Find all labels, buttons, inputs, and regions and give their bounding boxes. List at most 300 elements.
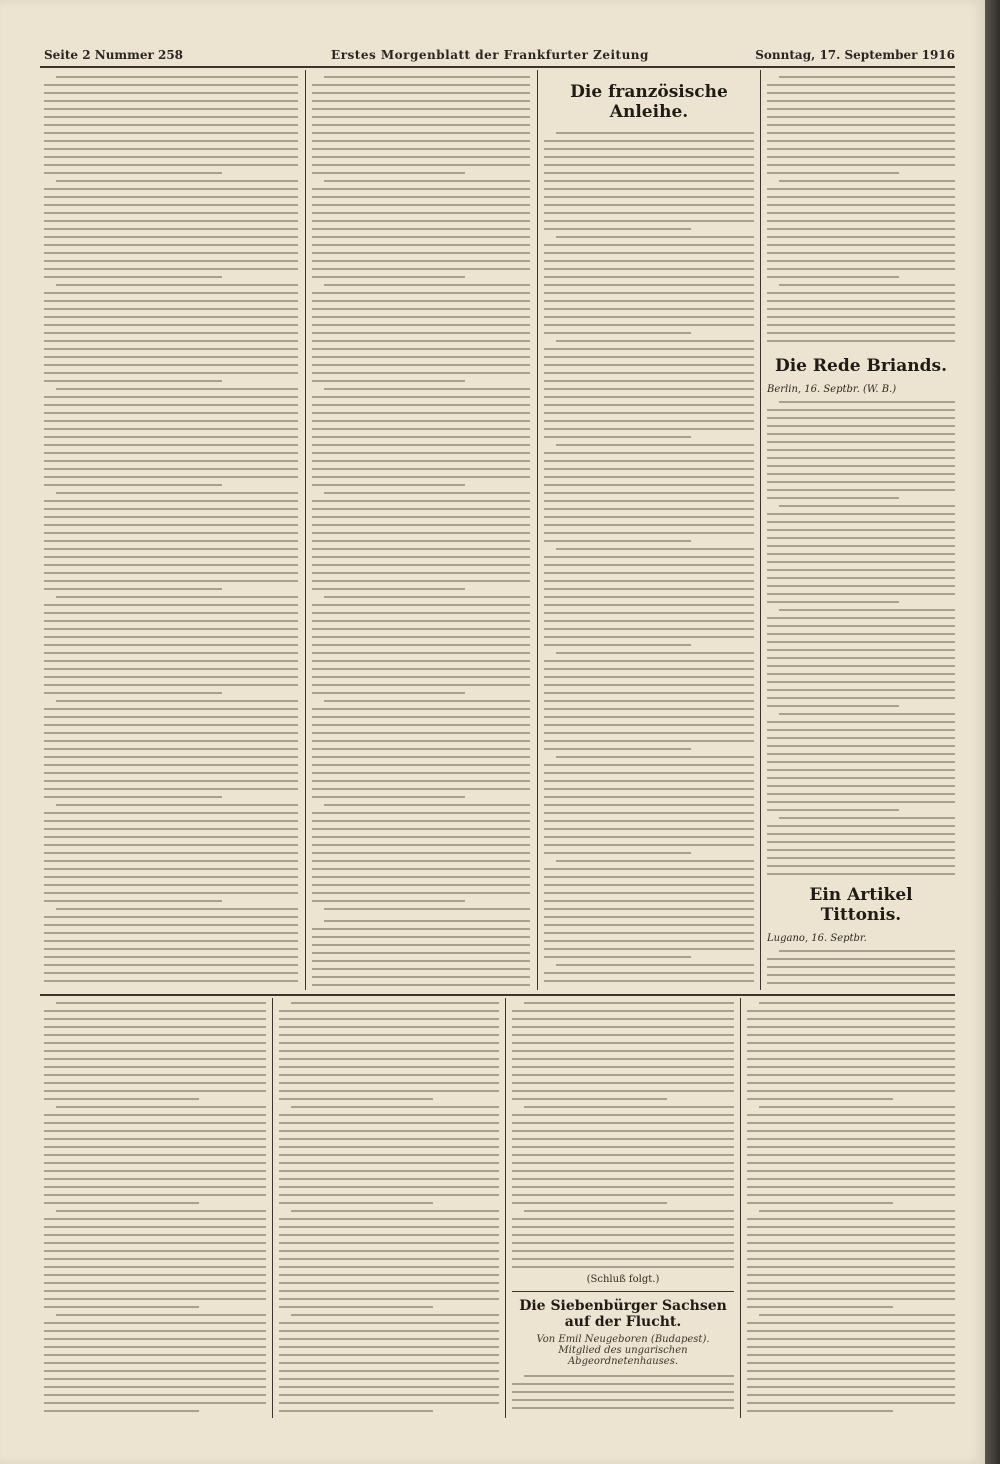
text-line — [312, 772, 530, 774]
text-line — [44, 956, 298, 958]
text-block — [747, 1002, 955, 1412]
text-line — [779, 713, 955, 715]
text-line — [44, 1266, 266, 1268]
text-line — [44, 548, 298, 550]
text-block — [512, 1002, 734, 1268]
article-title: Ein Artikel Tittonis. — [809, 885, 913, 925]
text-line — [544, 692, 754, 694]
text-line — [56, 492, 298, 494]
text-line — [279, 1202, 433, 1204]
text-line — [279, 1178, 499, 1180]
text-line — [767, 665, 955, 667]
text-line — [747, 1250, 955, 1252]
text-line — [747, 1402, 955, 1404]
text-line — [747, 1386, 955, 1388]
text-line — [312, 852, 530, 854]
text-line — [767, 132, 955, 134]
text-line — [312, 892, 530, 894]
text-line — [44, 1226, 266, 1228]
text-line — [544, 780, 754, 782]
text-line — [767, 236, 955, 238]
text-line — [512, 1178, 734, 1180]
text-line — [544, 940, 754, 942]
text-line — [44, 524, 298, 526]
text-line — [767, 108, 955, 110]
text-line — [44, 572, 298, 574]
text-line — [44, 676, 298, 678]
text-line — [312, 732, 530, 734]
text-line — [312, 540, 530, 542]
text-line — [44, 476, 298, 478]
text-line — [56, 1210, 266, 1212]
text-line — [44, 1018, 266, 1020]
text-line — [767, 473, 955, 475]
text-line — [44, 124, 298, 126]
text-line — [312, 468, 530, 470]
text-line — [767, 324, 955, 326]
text-line — [44, 252, 298, 254]
text-line — [544, 748, 691, 750]
text-line — [544, 708, 754, 710]
text-line — [544, 836, 754, 838]
text-line — [312, 92, 530, 94]
text-line — [512, 1391, 734, 1393]
text-line — [44, 212, 298, 214]
text-line — [767, 124, 955, 126]
text-line — [767, 841, 955, 843]
text-line — [312, 836, 530, 838]
text-line — [44, 1322, 266, 1324]
text-line — [512, 1034, 734, 1036]
text-line — [312, 928, 530, 930]
text-line — [44, 364, 298, 366]
text-line — [544, 572, 754, 574]
text-line — [312, 372, 530, 374]
text-line — [767, 865, 955, 867]
text-line — [747, 1362, 955, 1364]
text-line — [512, 1266, 734, 1268]
text-line — [44, 340, 298, 342]
text-line — [544, 628, 754, 630]
text-line — [767, 140, 955, 142]
text-line — [324, 492, 530, 494]
text-line — [44, 1162, 266, 1164]
text-line — [767, 705, 899, 707]
text-line — [544, 436, 691, 438]
text-line — [279, 1306, 433, 1308]
text-line — [312, 268, 530, 270]
text-line — [544, 812, 754, 814]
text-line — [767, 825, 955, 827]
text-line — [44, 612, 298, 614]
text-line — [44, 796, 222, 798]
text-line — [279, 1082, 499, 1084]
text-line — [44, 428, 298, 430]
article-title: Die französische Anleihe. — [570, 82, 728, 122]
text-line — [56, 76, 298, 78]
text-line — [747, 1202, 893, 1204]
text-line — [512, 1066, 734, 1068]
text-line — [312, 756, 530, 758]
text-line — [767, 188, 955, 190]
text-line — [779, 505, 955, 507]
text-line — [512, 1194, 734, 1196]
text-line — [544, 316, 754, 318]
text-line — [279, 1138, 499, 1140]
text-line — [767, 545, 955, 547]
text-line — [44, 964, 298, 966]
text-line — [44, 1034, 266, 1036]
text-line — [324, 284, 530, 286]
text-line — [44, 1298, 266, 1300]
text-line — [44, 844, 298, 846]
text-line — [544, 420, 754, 422]
text-line — [44, 932, 298, 934]
text-line — [312, 968, 530, 970]
text-line — [56, 1106, 266, 1108]
text-line — [767, 873, 955, 875]
text-line — [747, 1346, 955, 1348]
text-line — [544, 500, 754, 502]
text-line — [44, 764, 298, 766]
text-line — [556, 756, 754, 758]
text-line — [279, 1034, 499, 1036]
text-line — [44, 1026, 266, 1028]
text-line — [767, 721, 955, 723]
byline: Von Emil Neugeboren (Budapest). — [536, 1334, 710, 1345]
text-line — [312, 380, 465, 382]
text-line — [312, 612, 530, 614]
text-line — [544, 556, 754, 558]
text-line — [312, 356, 530, 358]
text-line — [556, 132, 754, 134]
text-block — [544, 132, 754, 986]
text-line — [56, 284, 298, 286]
text-line — [56, 1002, 266, 1004]
text-line — [524, 1106, 734, 1108]
text-line — [44, 668, 298, 670]
text-line — [767, 212, 955, 214]
text-line — [767, 308, 955, 310]
text-line — [44, 84, 298, 86]
text-line — [767, 649, 955, 651]
text-line — [747, 1186, 955, 1188]
text-line — [747, 1066, 955, 1068]
text-line — [512, 1122, 734, 1124]
text-line — [544, 156, 754, 158]
column-3 — [544, 76, 754, 986]
text-line — [747, 1258, 955, 1260]
text-line — [767, 585, 955, 587]
text-line — [544, 716, 754, 718]
column-4 — [767, 76, 955, 986]
text-line — [312, 740, 530, 742]
text-block — [312, 76, 530, 910]
text-line — [44, 1114, 266, 1116]
text-line — [544, 476, 754, 478]
text-line — [767, 276, 899, 278]
text-line — [44, 1242, 266, 1244]
text-line — [324, 596, 530, 598]
text-line — [44, 924, 298, 926]
text-line — [747, 1370, 955, 1372]
text-line — [312, 900, 465, 902]
text-line — [44, 236, 298, 238]
text-line — [44, 980, 298, 982]
text-block — [512, 1375, 734, 1412]
text-line — [44, 1074, 266, 1076]
text-line — [312, 396, 530, 398]
text-line — [44, 292, 298, 294]
text-line — [759, 1210, 955, 1212]
text-line — [312, 460, 530, 462]
text-line — [512, 1407, 734, 1409]
text-line — [767, 625, 955, 627]
feuilleton-column-1 — [44, 1002, 266, 1412]
text-line — [44, 332, 298, 334]
text-line — [44, 268, 298, 270]
text-line — [747, 1178, 955, 1180]
text-line — [44, 580, 298, 582]
text-line — [279, 1362, 499, 1364]
text-line — [44, 1058, 266, 1060]
text-line — [544, 924, 754, 926]
text-line — [312, 716, 530, 718]
text-line — [544, 492, 754, 494]
text-line — [544, 268, 754, 270]
continuation-note: (Schluß folgt.) — [586, 1274, 660, 1285]
text-line — [747, 1226, 955, 1228]
text-line — [767, 513, 955, 515]
text-line — [44, 1290, 266, 1292]
text-line — [544, 324, 754, 326]
text-line — [747, 1298, 955, 1300]
text-line — [324, 804, 530, 806]
text-line — [44, 532, 298, 534]
text-line — [44, 356, 298, 358]
text-line — [544, 284, 754, 286]
text-line — [524, 1002, 734, 1004]
text-line — [544, 276, 754, 278]
text-line — [56, 596, 298, 598]
text-line — [44, 948, 298, 950]
text-line — [544, 140, 754, 142]
text-line — [312, 316, 530, 318]
text-line — [44, 740, 298, 742]
text-line — [747, 1266, 955, 1268]
text-line — [279, 1290, 499, 1292]
text-line — [767, 745, 955, 747]
text-line — [279, 1098, 433, 1100]
text-line — [44, 1354, 266, 1356]
text-line — [44, 1218, 266, 1220]
text-line — [279, 1154, 499, 1156]
text-line — [279, 1346, 499, 1348]
text-line — [44, 1274, 266, 1276]
text-line — [279, 1410, 433, 1412]
text-line — [512, 1170, 734, 1172]
text-line — [44, 508, 298, 510]
text-line — [279, 1378, 499, 1380]
text-line — [312, 132, 530, 134]
text-line — [767, 801, 955, 803]
text-line — [544, 852, 691, 854]
text-line — [767, 561, 955, 563]
text-line — [44, 748, 298, 750]
text-line — [767, 729, 955, 731]
text-line — [312, 404, 530, 406]
text-line — [512, 1058, 734, 1060]
text-line — [291, 1002, 499, 1004]
text-line — [544, 612, 754, 614]
text-line — [312, 292, 530, 294]
text-line — [767, 497, 899, 499]
text-line — [544, 932, 754, 934]
text-line — [44, 228, 298, 230]
text-line — [312, 164, 530, 166]
text-line — [44, 876, 298, 878]
text-line — [44, 628, 298, 630]
text-line — [512, 1186, 734, 1188]
text-line — [544, 580, 754, 582]
text-line — [747, 1074, 955, 1076]
text-line — [44, 1330, 266, 1332]
text-line — [767, 657, 955, 659]
text-line — [44, 1202, 199, 1204]
text-line — [512, 1250, 734, 1252]
text-line — [312, 868, 530, 870]
text-line — [767, 196, 955, 198]
text-line — [44, 372, 298, 374]
text-line — [44, 828, 298, 830]
text-line — [767, 833, 955, 835]
text-line — [767, 857, 955, 859]
text-line — [556, 236, 754, 238]
text-line — [747, 1034, 955, 1036]
text-line — [279, 1298, 499, 1300]
text-line — [544, 908, 754, 910]
text-line — [44, 1258, 266, 1260]
text-line — [44, 724, 298, 726]
text-line — [767, 481, 955, 483]
feuilleton-column-3 — [512, 1002, 734, 1412]
text-line — [312, 860, 530, 862]
text-line — [44, 540, 298, 542]
text-line — [324, 920, 530, 922]
text-line — [44, 564, 298, 566]
text-line — [544, 308, 754, 310]
text-line — [44, 220, 298, 222]
text-line — [767, 332, 955, 334]
text-line — [767, 340, 955, 342]
text-line — [312, 692, 465, 694]
text-line — [747, 1162, 955, 1164]
text-line — [544, 388, 754, 390]
text-line — [279, 1122, 499, 1124]
text-line — [312, 140, 530, 142]
column-2 — [312, 76, 530, 986]
text-line — [544, 956, 691, 958]
header-rule — [40, 66, 955, 68]
text-line — [767, 593, 955, 595]
feuilleton-column-4 — [747, 1002, 955, 1412]
text-line — [44, 260, 298, 262]
text-line — [544, 684, 754, 686]
text-line — [44, 196, 298, 198]
text-line — [544, 300, 754, 302]
text-line — [556, 652, 754, 654]
text-line — [312, 412, 530, 414]
text-line — [747, 1322, 955, 1324]
text-line — [44, 468, 298, 470]
text-line — [312, 652, 530, 654]
text-line — [512, 1399, 734, 1401]
text-line — [747, 1130, 955, 1132]
text-line — [279, 1282, 499, 1284]
text-line — [767, 793, 955, 795]
dateline: Lugano, 16. Septbr. — [767, 933, 867, 944]
text-line — [44, 940, 298, 942]
text-line — [767, 785, 955, 787]
text-line — [767, 761, 955, 763]
text-line — [544, 396, 754, 398]
text-line — [544, 828, 754, 830]
text-line — [544, 980, 754, 982]
text-line — [544, 356, 754, 358]
text-line — [544, 844, 754, 846]
text-line — [44, 884, 298, 886]
text-line — [312, 708, 530, 710]
text-line — [44, 644, 298, 646]
text-line — [56, 700, 298, 702]
text-line — [312, 788, 530, 790]
text-line — [44, 1378, 266, 1380]
text-line — [44, 244, 298, 246]
text-line — [779, 180, 955, 182]
text-line — [279, 1194, 499, 1196]
text-line — [44, 140, 298, 142]
text-line — [312, 508, 530, 510]
text-line — [747, 1338, 955, 1340]
text-line — [512, 1114, 734, 1116]
text-line — [312, 884, 530, 886]
text-line — [767, 966, 955, 968]
text-line — [44, 452, 298, 454]
text-line — [44, 1402, 266, 1404]
text-line — [312, 436, 530, 438]
text-line — [556, 964, 754, 966]
text-line — [44, 1394, 266, 1396]
text-line — [312, 220, 530, 222]
text-line — [312, 116, 530, 118]
text-line — [544, 380, 754, 382]
text-line — [767, 148, 955, 150]
text-line — [512, 1258, 734, 1260]
text-line — [44, 860, 298, 862]
text-line — [279, 1354, 499, 1356]
text-line — [767, 164, 955, 166]
text-line — [44, 732, 298, 734]
text-line — [291, 1314, 499, 1316]
text-line — [747, 1394, 955, 1396]
text-line — [312, 196, 530, 198]
text-line — [44, 1410, 199, 1412]
text-line — [544, 540, 691, 542]
text-line — [767, 417, 955, 419]
text-line — [556, 340, 754, 342]
text-line — [44, 436, 298, 438]
text-line — [312, 252, 530, 254]
